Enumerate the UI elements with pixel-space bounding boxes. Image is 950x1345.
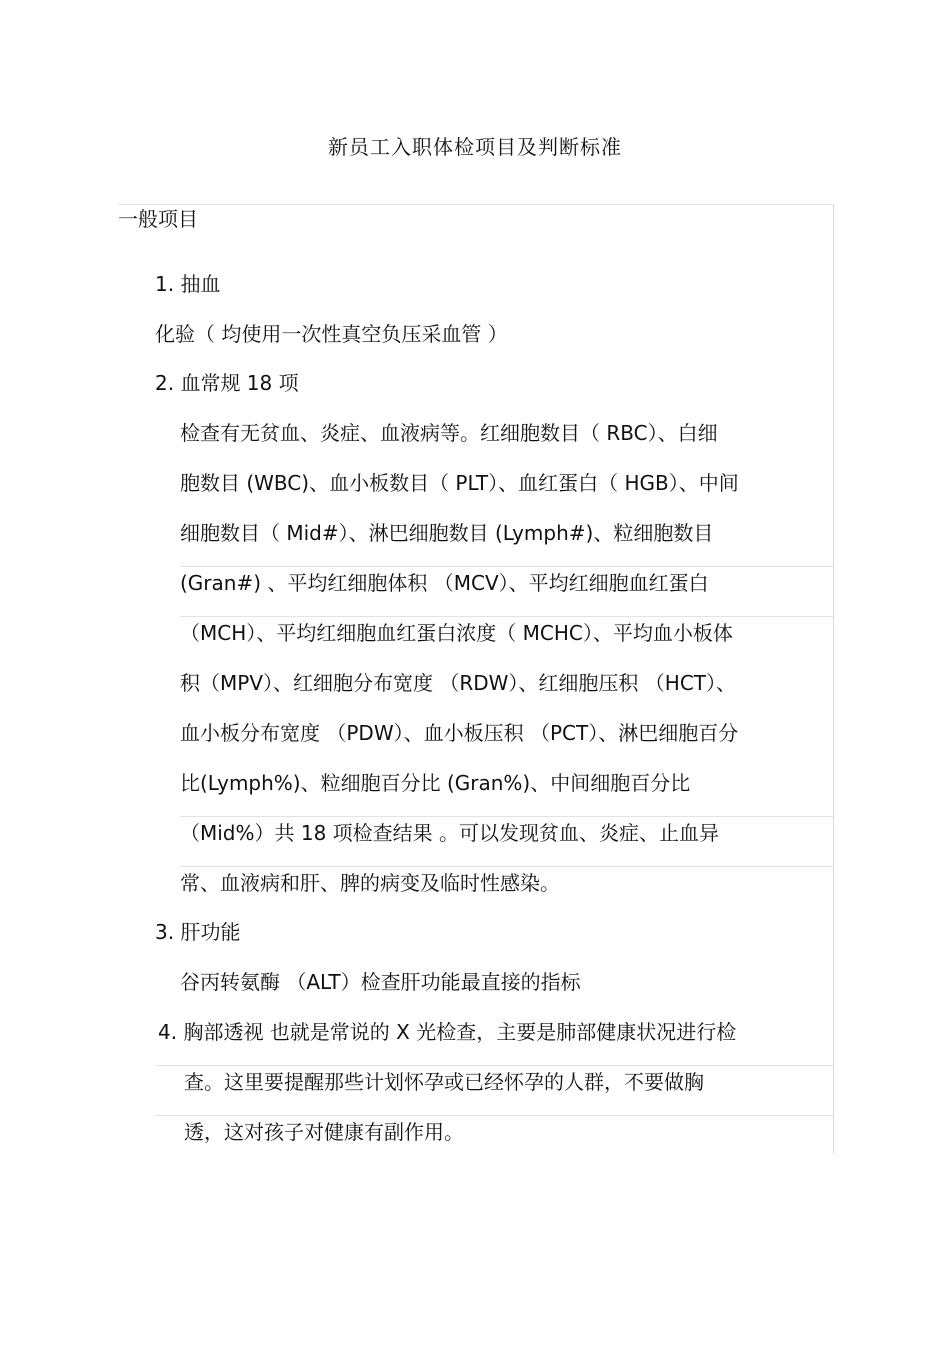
item-heading: 2. 血常规 18 项	[155, 371, 299, 395]
row-rule	[180, 566, 833, 567]
row-rule	[155, 1065, 833, 1066]
item-text-line: 化验（ 均使用一次性真空负压采血管 ）	[155, 322, 508, 346]
row-rule	[180, 616, 833, 617]
item-text-line: （MCH）、平均红细胞血红蛋白浓度（ MCHC）、平均血小板体	[180, 621, 733, 645]
section-heading: 一般项目	[118, 207, 198, 231]
item-text-line: (Gran#) 、平均红细胞体积 （MCV）、平均红细胞血红蛋白	[180, 571, 709, 595]
item-text-line: 细胞数目（ Mid#）、淋巴细胞数目 (Lymph#)、粒细胞数目	[180, 521, 714, 545]
item-text-line: 检查有无贫血、炎症、血液病等。红细胞数目（ RBC）、白细	[180, 421, 718, 445]
item-heading: 4. 胸部透视 也就是常说的 X 光检查，主要是肺部健康状况进行检	[158, 1020, 737, 1044]
document-title: 新员工入职体检项目及判断标准	[328, 135, 622, 159]
row-rule	[155, 1115, 833, 1116]
item-text-line: 常、血液病和肝、脾的病变及临时性感染。	[180, 871, 560, 895]
item-text-line: 透，这对孩子对健康有副作用。	[184, 1120, 464, 1144]
item-heading: 1. 抽血	[155, 272, 221, 296]
row-rule	[180, 866, 833, 867]
item-text-line: 血小板分布宽度 （PDW）、血小板压积 （PCT）、淋巴细胞百分	[180, 721, 739, 745]
item-text-line: 查。这里要提醒那些计划怀孕或已经怀孕的人群，不要做胸	[184, 1070, 704, 1094]
item-text-line: 谷丙转氨酶 （ALT）检查肝功能最直接的指标	[180, 970, 581, 994]
item-text-line: 胞数目 (WBC)、血小板数目（ PLT）、血红蛋白（ HGB）、中间	[180, 471, 739, 495]
right-rule	[833, 204, 834, 1154]
item-text-line: 积（MPV）、红细胞分布宽度 （RDW）、红细胞压积 （HCT）、	[180, 671, 737, 695]
item-heading: 3. 肝功能	[155, 920, 241, 944]
item-text-line: 比(Lymph%)、粒细胞百分比 (Gran%)、中间细胞百分比	[180, 771, 691, 795]
top-rule	[118, 204, 834, 205]
row-rule	[180, 816, 833, 817]
item-text-line: （Mid%）共 18 项检查结果 。可以发现贫血、炎症、止血异	[180, 821, 720, 845]
